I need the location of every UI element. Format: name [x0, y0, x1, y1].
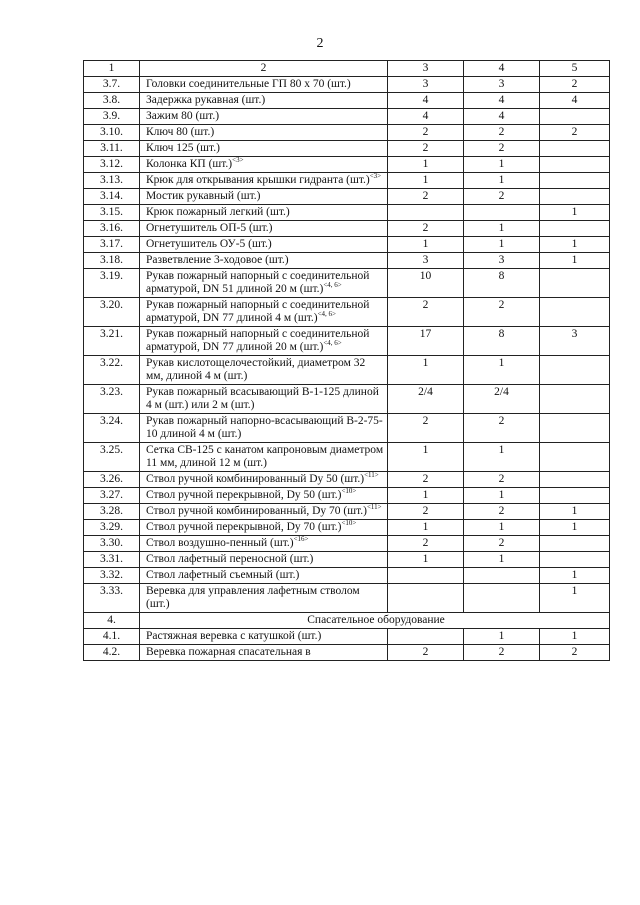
table-row	[84, 125, 610, 141]
qty-col5: 1	[540, 504, 610, 520]
item-name: Рукав пожарный напорный с соединительной арматурой, DN 77 длиной 20 м (шт.)	[146, 328, 370, 353]
qty-col5	[540, 221, 610, 237]
table-row	[84, 327, 610, 356]
qty-col3	[388, 568, 464, 584]
table-row	[84, 536, 610, 552]
header-cell: 5	[540, 61, 610, 77]
row-number: 3.31.	[84, 552, 140, 568]
qty-col4	[464, 205, 540, 221]
qty-col5	[540, 189, 610, 205]
qty-col3: 1	[388, 552, 464, 568]
qty-col4: 1	[464, 443, 540, 472]
row-number: 3.18.	[84, 253, 140, 269]
item-name: Ствол ручной перекрывной, Dy 70 (шт.)	[146, 521, 342, 533]
table-row	[84, 109, 610, 125]
qty-col4: 4	[464, 109, 540, 125]
qty-col3: 2	[388, 472, 464, 488]
qty-col3: 2	[388, 125, 464, 141]
qty-col4: 2	[464, 298, 540, 327]
qty-col3: 3	[388, 77, 464, 93]
qty-col5	[540, 109, 610, 125]
row-number: 3.14.	[84, 189, 140, 205]
item-name-cell	[140, 356, 388, 385]
item-name-cell	[140, 173, 388, 189]
qty-col4: 1	[464, 221, 540, 237]
qty-col4	[464, 568, 540, 584]
item-name-cell	[140, 520, 388, 536]
table-row	[84, 77, 610, 93]
qty-col5: 2	[540, 77, 610, 93]
item-name: Колонка КП (шт.)	[146, 158, 233, 170]
qty-col3: 2/4	[388, 385, 464, 414]
qty-col3: 2	[388, 536, 464, 552]
qty-col3: 4	[388, 109, 464, 125]
item-name: Огнетушитель ОП-5 (шт.)	[146, 222, 273, 234]
qty-col3: 4	[388, 93, 464, 109]
item-name: Ствол воздушно-пенный (шт.)	[146, 537, 294, 549]
qty-col4: 1	[464, 488, 540, 504]
item-name-cell	[140, 253, 388, 269]
row-number: 3.23.	[84, 385, 140, 414]
item-name-cell	[140, 443, 388, 472]
row-number: 4.2.	[84, 645, 140, 661]
header-cell: 2	[140, 61, 388, 77]
header-cell: 1	[84, 61, 140, 77]
item-name: Огнетушитель ОУ-5 (шт.)	[146, 238, 272, 250]
qty-col4: 4	[464, 93, 540, 109]
qty-col3: 2	[388, 298, 464, 327]
qty-col5	[540, 552, 610, 568]
footnote-ref: <11>	[366, 503, 382, 512]
qty-col5	[540, 157, 610, 173]
table-row	[84, 520, 610, 536]
qty-col3: 1	[388, 237, 464, 253]
table-row	[84, 173, 610, 189]
item-name-cell	[140, 385, 388, 414]
row-number: 3.21.	[84, 327, 140, 356]
item-name: Растяжная веревка с катушкой (шт.)	[140, 629, 388, 645]
row-number: 3.30.	[84, 536, 140, 552]
qty-col4	[464, 584, 540, 613]
footnote-ref: <4, 6>	[317, 310, 336, 319]
footnote-ref: <3>	[232, 156, 244, 165]
qty-col3	[388, 584, 464, 613]
row-number: 3.32.	[84, 568, 140, 584]
qty-col3: 1	[388, 443, 464, 472]
item-name: Задержка рукавная (шт.)	[146, 94, 266, 106]
qty-col4: 2/4	[464, 385, 540, 414]
item-name: Рукав пожарный напорно-всасывающий В-2-75-10 длиной 4 м (шт.)	[146, 415, 383, 440]
section-number: 4.	[84, 613, 140, 629]
qty-col3: 2	[388, 645, 464, 661]
table-row	[84, 253, 610, 269]
row-number: 3.10.	[84, 125, 140, 141]
table-row	[84, 568, 610, 584]
qty-col3: 2	[388, 141, 464, 157]
qty-col5	[540, 298, 610, 327]
item-name: Ствол ручной комбинированный, Dy 70 (шт.)	[146, 505, 367, 517]
row-number: 3.25.	[84, 443, 140, 472]
table-row	[84, 645, 610, 661]
footnote-ref: <10>	[341, 487, 357, 496]
qty-col3: 10	[388, 269, 464, 298]
item-name: Веревка для управления лафетным стволом (шт.)	[146, 585, 360, 610]
table-row	[84, 157, 610, 173]
row-number: 3.33.	[84, 584, 140, 613]
qty-col3: 2	[388, 414, 464, 443]
item-name-cell	[140, 488, 388, 504]
qty-col4: 2	[464, 414, 540, 443]
qty-col3: 2	[388, 189, 464, 205]
qty-col3: 1	[388, 157, 464, 173]
item-name: Разветвление 3-ходовое (шт.)	[146, 254, 289, 266]
row-number: 3.26.	[84, 472, 140, 488]
qty-col5: 2	[540, 645, 610, 661]
header-cell: 4	[464, 61, 540, 77]
table-row	[84, 141, 610, 157]
footnote-ref: <3>	[369, 172, 382, 181]
item-name-cell	[140, 157, 388, 173]
page-number: 2	[316, 36, 324, 51]
qty-col4: 1	[464, 356, 540, 385]
footnote-ref: <4, 6>	[323, 339, 342, 348]
item-name: Головки соединительные ГП 80 х 70 (шт.)	[146, 78, 351, 90]
item-name: Ствол ручной перекрывной, Dy 50 (шт.)	[146, 489, 342, 501]
item-name-cell	[140, 125, 388, 141]
qty-col4: 2	[464, 141, 540, 157]
item-name-cell	[140, 237, 388, 253]
qty-col5: 1	[540, 205, 610, 221]
row-number: 3.27.	[84, 488, 140, 504]
row-number: 3.28.	[84, 504, 140, 520]
item-name: Рукав пожарный всасывающий В-1-125 длиной 4 м (шт.) или 2 м (шт.)	[146, 386, 379, 411]
row-number: 3.29.	[84, 520, 140, 536]
qty-col3: 3	[388, 253, 464, 269]
footnote-ref: <16>	[293, 535, 309, 544]
table-row	[84, 385, 610, 414]
table-row	[84, 237, 610, 253]
item-name: Ключ 125 (шт.)	[146, 142, 220, 154]
table-row	[84, 443, 610, 472]
item-name: Крюк пожарный легкий (шт.)	[146, 206, 290, 218]
qty-col5: 1	[540, 568, 610, 584]
row-number: 3.15.	[84, 205, 140, 221]
table-row	[84, 414, 610, 443]
qty-col5	[540, 536, 610, 552]
qty-col5: 1	[540, 584, 610, 613]
qty-col4: 1	[464, 629, 540, 645]
section-row	[84, 613, 610, 629]
qty-col4: 2	[464, 645, 540, 661]
qty-col4: 8	[464, 327, 540, 356]
qty-col3: 2	[388, 221, 464, 237]
table-row	[84, 472, 610, 488]
item-name-cell	[140, 109, 388, 125]
footnote-ref: <4, 6>	[323, 281, 342, 290]
table-row	[84, 93, 610, 109]
item-name-cell	[140, 536, 388, 552]
qty-col4: 2	[464, 536, 540, 552]
item-name-cell	[140, 414, 388, 443]
qty-col5	[540, 488, 610, 504]
item-name-cell	[140, 584, 388, 613]
item-name: Рукав пожарный напорный с соединительной арматурой, DN 77 длиной 4 м (шт.)	[146, 299, 370, 324]
item-name: Крюк для открывания крышки гидранта (шт.)	[146, 174, 370, 186]
item-name-cell	[140, 552, 388, 568]
qty-col3: 1	[388, 520, 464, 536]
item-name: Мостик рукавный (шт.)	[146, 190, 261, 202]
qty-col5	[540, 443, 610, 472]
item-name-cell	[140, 327, 388, 356]
header-row	[84, 61, 610, 77]
qty-col5	[540, 141, 610, 157]
row-number: 3.24.	[84, 414, 140, 443]
table-row	[84, 488, 610, 504]
footnote-ref: <10>	[341, 519, 357, 528]
table-row	[84, 504, 610, 520]
item-name-cell	[140, 568, 388, 584]
item-name: Ключ 80 (шт.)	[146, 126, 215, 138]
qty-col3: 1	[388, 173, 464, 189]
qty-col4: 8	[464, 269, 540, 298]
item-name: Ствол ручной комбинированный Dy 50 (шт.)	[146, 473, 365, 485]
item-name-cell	[140, 504, 388, 520]
section-title: Спасательное оборудование	[140, 613, 610, 629]
item-name: Ствол лафетный съемный (шт.)	[146, 569, 300, 581]
equipment-table	[83, 60, 610, 661]
item-name-cell	[140, 269, 388, 298]
row-number: 3.22.	[84, 356, 140, 385]
qty-col4: 1	[464, 552, 540, 568]
row-number: 3.20.	[84, 298, 140, 327]
row-number: 3.19.	[84, 269, 140, 298]
item-name: Веревка пожарная спасательная в	[140, 645, 388, 661]
qty-col4: 1	[464, 173, 540, 189]
item-name-cell	[140, 93, 388, 109]
item-name-cell	[140, 77, 388, 93]
footnote-ref: <11>	[364, 471, 379, 480]
qty-col5	[540, 269, 610, 298]
row-number: 3.13.	[84, 173, 140, 189]
qty-col5: 1	[540, 520, 610, 536]
item-name: Рукав кислотощелочестойкий, диаметром 32 мм, длиной 4 м (шт.)	[146, 357, 366, 382]
qty-col4: 3	[464, 77, 540, 93]
row-number: 3.17.	[84, 237, 140, 253]
qty-col4: 2	[464, 125, 540, 141]
row-number: 3.7.	[84, 77, 140, 93]
item-name-cell	[140, 205, 388, 221]
row-number: 3.9.	[84, 109, 140, 125]
qty-col4: 3	[464, 253, 540, 269]
qty-col3: 1	[388, 356, 464, 385]
qty-col5	[540, 173, 610, 189]
table-row	[84, 189, 610, 205]
table-row	[84, 221, 610, 237]
table-row	[84, 552, 610, 568]
qty-col5: 1	[540, 253, 610, 269]
table-row	[84, 298, 610, 327]
qty-col3: 1	[388, 488, 464, 504]
item-name-cell	[140, 472, 388, 488]
qty-col5	[540, 414, 610, 443]
table-row	[84, 269, 610, 298]
qty-col5: 3	[540, 327, 610, 356]
row-number: 3.12.	[84, 157, 140, 173]
item-name: Зажим 80 (шт.)	[146, 110, 220, 122]
item-name-cell	[140, 141, 388, 157]
table-row	[84, 629, 610, 645]
qty-col5	[540, 472, 610, 488]
qty-col3: 17	[388, 327, 464, 356]
qty-col5	[540, 385, 610, 414]
qty-col4: 1	[464, 237, 540, 253]
item-name: Сетка СВ-125 с канатом капроновым диаметром 11 мм, длиной 12 м (шт.)	[146, 444, 384, 469]
row-number: 4.1.	[84, 629, 140, 645]
item-name-cell	[140, 298, 388, 327]
qty-col4: 2	[464, 472, 540, 488]
qty-col4: 1	[464, 520, 540, 536]
qty-col5: 1	[540, 629, 610, 645]
item-name-cell	[140, 189, 388, 205]
qty-col5: 2	[540, 125, 610, 141]
qty-col3	[388, 629, 464, 645]
qty-col3: 2	[388, 504, 464, 520]
qty-col4: 2	[464, 189, 540, 205]
row-number: 3.16.	[84, 221, 140, 237]
qty-col3	[388, 205, 464, 221]
row-number: 3.8.	[84, 93, 140, 109]
qty-col5	[540, 356, 610, 385]
qty-col5: 1	[540, 237, 610, 253]
item-name: Ствол лафетный переносной (шт.)	[146, 553, 314, 565]
header-cell: 3	[388, 61, 464, 77]
qty-col5: 4	[540, 93, 610, 109]
table-row	[84, 205, 610, 221]
row-number: 3.11.	[84, 141, 140, 157]
qty-col4: 2	[464, 504, 540, 520]
qty-col4: 1	[464, 157, 540, 173]
table-row	[84, 356, 610, 385]
item-name: Рукав пожарный напорный с соединительной арматурой, DN 51 длиной 20 м (шт.)	[146, 270, 370, 295]
item-name-cell	[140, 221, 388, 237]
table-row	[84, 584, 610, 613]
